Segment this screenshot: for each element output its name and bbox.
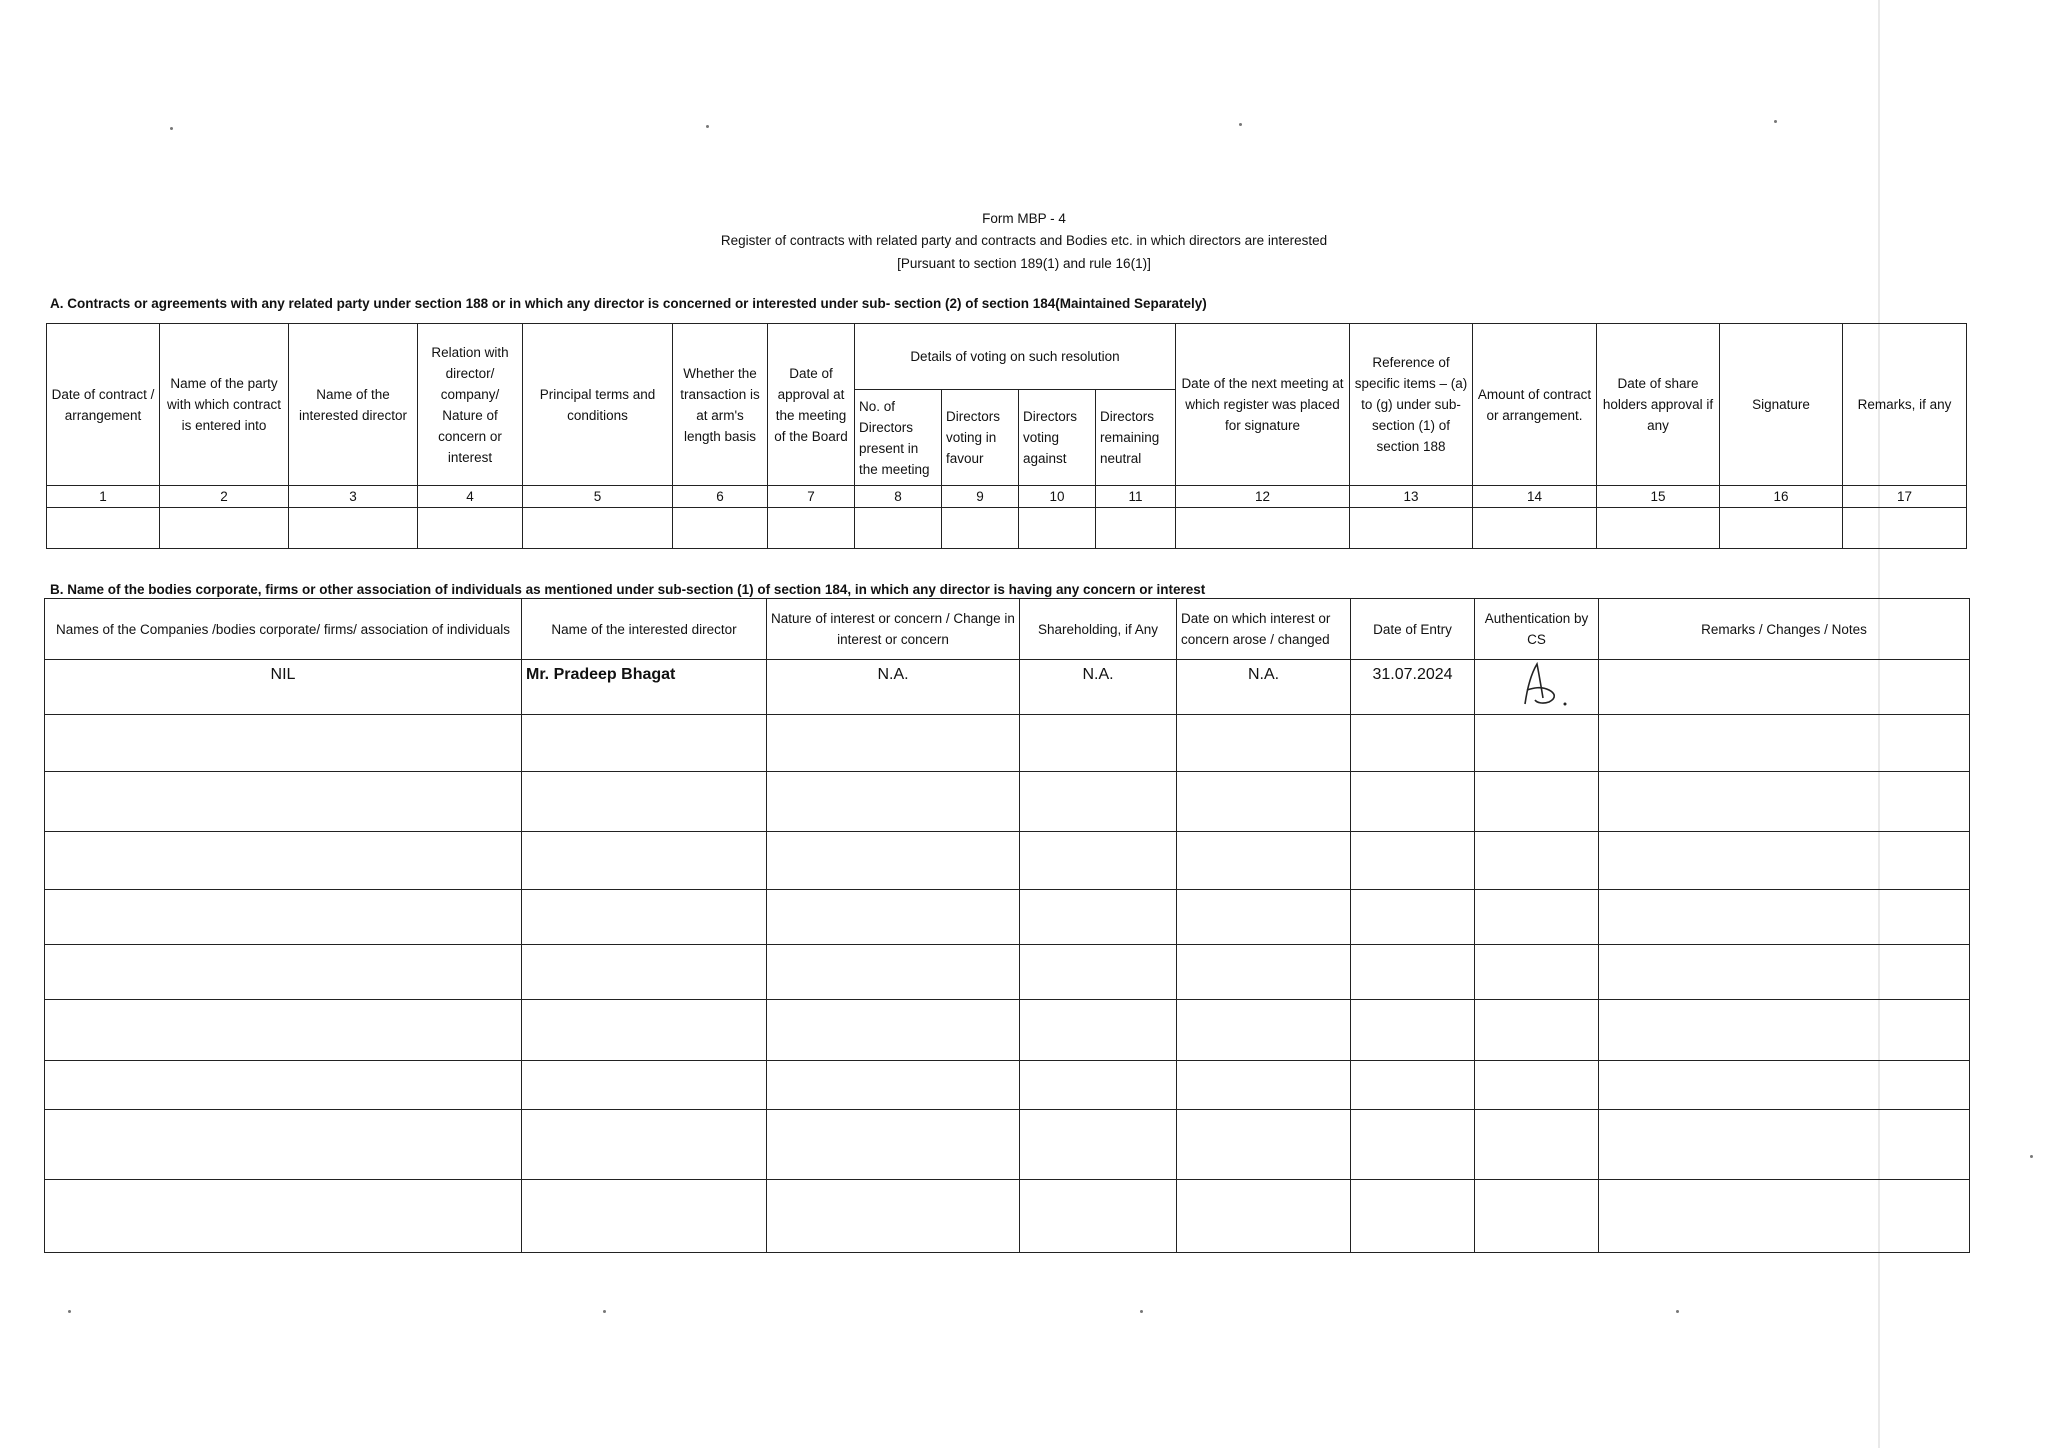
col-header-next-meeting-date: Date of the next meeting at which register was placed for signature xyxy=(1176,324,1350,486)
form-pursuant: [Pursuant to section 189(1) and rule 16(1)] xyxy=(897,256,1151,271)
scan-speck xyxy=(170,127,173,130)
scan-speck xyxy=(1140,1310,1143,1313)
col-number: 14 xyxy=(1473,486,1597,508)
col-header-relation: Relation with director/ company/ Nature of concern or interest xyxy=(418,324,523,486)
section-a-title: A. Contracts or agreements with any related party under section 188 or in which any director is concerned or interested under sub- section (2) of section 184(Maintained Separately) xyxy=(50,296,1207,311)
section-b-title: B. Name of the bodies corporate, firms or other association of individuals as mentioned under sub-section (1) of section 184, in which any director is having any concern or interest xyxy=(50,582,1206,597)
col-header-shareholding: Shareholding, if Any xyxy=(1020,599,1177,660)
col-header-company-names: Names of the Companies /bodies corporate/ firms/ association of individuals xyxy=(45,599,522,660)
scan-speck xyxy=(1676,1310,1679,1313)
cell-remarks xyxy=(1599,660,1970,715)
col-header-board-approval-date: Date of approval at the meeting of the Board xyxy=(768,324,855,486)
cell-shareholding: N.A. xyxy=(1020,660,1177,715)
col-number: 7 xyxy=(768,486,855,508)
col-number: 15 xyxy=(1597,486,1720,508)
col-number: 4 xyxy=(418,486,523,508)
scan-speck xyxy=(603,1310,606,1313)
cell-company-name: NIL xyxy=(45,660,522,715)
col-header-remarks: Remarks / Changes / Notes xyxy=(1599,599,1970,660)
col-header-amount: Amount of contract or arrangement. xyxy=(1473,324,1597,486)
scan-speck xyxy=(1239,123,1242,126)
col-header-voting-details: Details of voting on such resolution xyxy=(855,324,1176,390)
table-row xyxy=(45,1000,1970,1061)
col-number: 9 xyxy=(942,486,1019,508)
table-row xyxy=(45,890,1970,945)
col-number: 17 xyxy=(1843,486,1967,508)
signature-mark xyxy=(1497,660,1577,708)
col-header-principal-terms: Principal terms and conditions xyxy=(523,324,673,486)
col-header-interested-director: Name of the interested director xyxy=(289,324,418,486)
col-number: 12 xyxy=(1176,486,1350,508)
col-header-directors-against: Directors voting against xyxy=(1019,390,1096,486)
col-header-party-name: Name of the party with which contract is entered into xyxy=(160,324,289,486)
related-party-contracts-table xyxy=(46,323,1967,549)
col-header-authentication: Authentication by CS xyxy=(1475,599,1599,660)
table-row xyxy=(45,1180,1970,1253)
col-number: 13 xyxy=(1350,486,1473,508)
table-row xyxy=(45,660,1970,715)
cell-date-of-entry: 31.07.2024 xyxy=(1351,660,1475,715)
col-header-shareholders-approval: Date of share holders approval if any xyxy=(1597,324,1720,486)
table-row xyxy=(45,1061,1970,1110)
col-header-directors-favour: Directors voting in favour xyxy=(942,390,1019,486)
bodies-corporate-interest-table xyxy=(44,598,1970,1253)
table-row xyxy=(45,945,1970,1000)
col-number: 11 xyxy=(1096,486,1176,508)
col-number: 6 xyxy=(673,486,768,508)
cell-nature: N.A. xyxy=(767,660,1020,715)
table-row xyxy=(47,508,1967,549)
cell-director-name: Mr. Pradeep Bhagat xyxy=(522,660,767,715)
col-number: 8 xyxy=(855,486,942,508)
table-row xyxy=(45,1110,1970,1180)
table-row xyxy=(45,832,1970,890)
col-header-date-of-entry: Date of Entry xyxy=(1351,599,1475,660)
col-header-directors-present: No. of Directors present in the meeting xyxy=(855,390,942,486)
table-row xyxy=(45,772,1970,832)
col-number: 2 xyxy=(160,486,289,508)
col-header-arms-length: Whether the transaction is at arm's length basis xyxy=(673,324,768,486)
col-header-date-of-contract: Date of contract / arrangement xyxy=(47,324,160,486)
col-number: 1 xyxy=(47,486,160,508)
col-header-reference-items: Reference of specific items – (a) to (g) under sub-section (1) of section 188 xyxy=(1350,324,1473,486)
col-header-date-arose: Date on which interest or concern arose / changed xyxy=(1177,599,1351,660)
col-number: 10 xyxy=(1019,486,1096,508)
col-header-signature: Signature xyxy=(1720,324,1843,486)
col-number: 16 xyxy=(1720,486,1843,508)
col-header-remarks: Remarks, if any xyxy=(1843,324,1967,486)
cell-authentication xyxy=(1475,660,1599,715)
scan-speck xyxy=(68,1310,71,1313)
form-number: Form MBP - 4 xyxy=(982,211,1066,226)
cell-date-arose: N.A. xyxy=(1177,660,1351,715)
scan-speck xyxy=(706,125,709,128)
scan-speck xyxy=(1774,120,1777,123)
scan-speck xyxy=(2030,1155,2033,1158)
col-header-nature-of-interest: Nature of interest or concern / Change in interest or concern xyxy=(767,599,1020,660)
col-header-interested-director: Name of the interested director xyxy=(522,599,767,660)
col-number: 5 xyxy=(523,486,673,508)
col-number: 3 xyxy=(289,486,418,508)
form-title: Register of contracts with related party and contracts and Bodies etc. in which directors are interested xyxy=(720,233,1328,248)
table-row xyxy=(45,715,1970,772)
col-header-directors-neutral: Directors remaining neutral xyxy=(1096,390,1176,486)
